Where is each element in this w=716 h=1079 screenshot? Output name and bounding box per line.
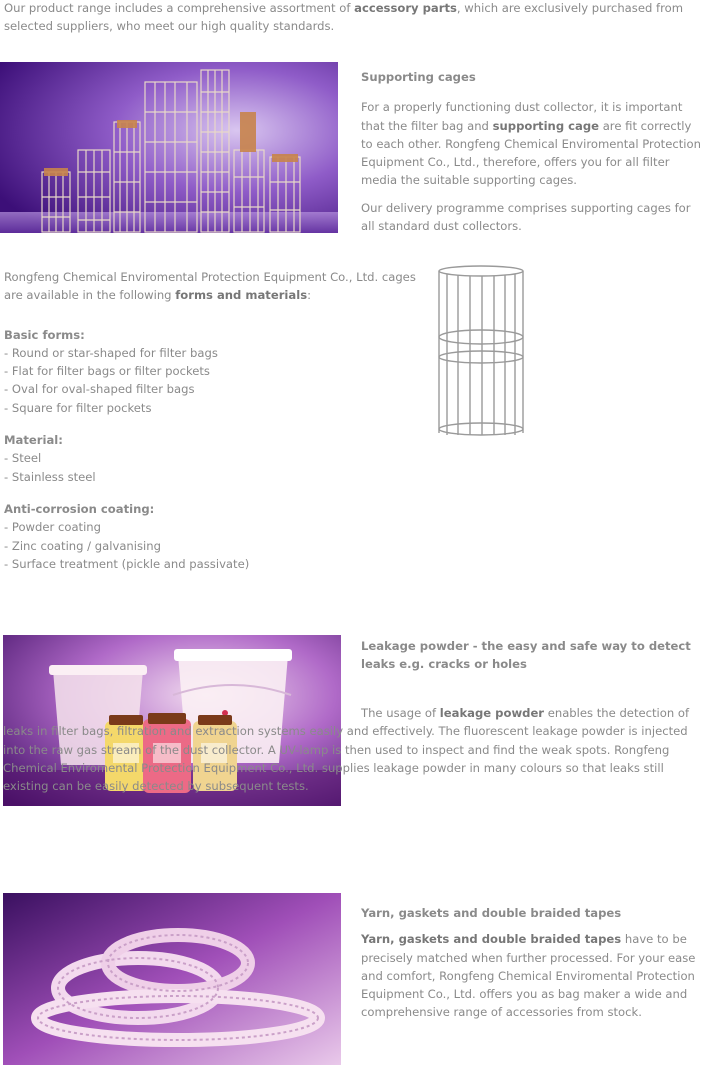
leakage-powder-paragraph <box>3 704 707 795</box>
supporting-cages-heading: Supporting cages <box>361 70 476 84</box>
forms-intro-bold: forms and materials <box>175 288 308 303</box>
material-list <box>4 449 422 486</box>
cages-text: For a properly functioning dust collector, it is important that the filter bag and <box>361 100 683 133</box>
forms-materials-section <box>4 268 422 573</box>
cages-text-end: are fit correctly to each other. Rongfeng Chemical Enviromental Protection Equipment Co., Ltd., therefore, offers you for all filter media the suitable supporting cages. <box>361 118 701 188</box>
yarn-gaskets-paragraph <box>361 930 706 1021</box>
list-item: - Flat for filter bags or filter pockets <box>4 362 422 380</box>
list-item: - Powder coating <box>4 518 422 536</box>
leakage-bold-full: leakage powder <box>439 706 545 720</box>
list-item: - Surface treatment (pickle and passivate) <box>4 555 422 573</box>
leakage-powder-heading-block <box>361 637 709 674</box>
list-item: - Round or star-shaped for filter bags <box>4 344 422 362</box>
cages-bold: supporting cage <box>492 118 600 133</box>
supporting-cages-paragraph-2: Our delivery programme comprises supporting cages for all standard dust collectors. <box>361 200 691 234</box>
leakage-powder-heading: Leakage powder - the easy and safe way to detect leaks e.g. cracks or holes <box>361 639 691 672</box>
supporting-cages-photo <box>0 62 338 233</box>
list-item: - Oval for oval-shaped filter bags <box>4 380 422 398</box>
yarn-gaskets-heading: Yarn, gaskets and double braided tapes <box>361 906 622 920</box>
forms-intro-colon: : <box>307 288 311 303</box>
intro-text-end: , which are exclusively purchased from selected suppliers, who meet our high quality standards. <box>4 1 683 34</box>
supporting-cages-paragraph-1 <box>361 98 706 189</box>
list-item: - Steel <box>4 449 422 467</box>
list-item: - Zinc coating / galvanising <box>4 537 422 555</box>
material-title: Material: <box>4 433 63 448</box>
cage-drawing <box>436 265 526 436</box>
forms-intro-text: Rongfeng Chemical Enviromental Protection Equipment Co., Ltd. cages are available in the following <box>4 270 416 303</box>
basic-forms-list <box>4 344 422 417</box>
intro-paragraph <box>4 0 709 36</box>
list-item: - Stainless steel <box>4 468 422 486</box>
intro-text: Our product range includes a comprehensive assortment of <box>4 1 355 15</box>
supporting-cages-section <box>361 68 706 235</box>
yarn-gaskets-photo <box>3 893 341 1065</box>
yarn-bold: Yarn, gaskets and double braided tapes <box>361 932 622 947</box>
leakage-text-end: enables the detection of leaks in filter bags, filtration and extraction systems easily and effectively. The fluorescent leakage powder is injected into the raw gas stream of the dust collector. A UV-lamp is then used to inspect and find the weak spots. Rongfeng Chemical Enviromental Protection Equipment Co., Ltd. supplies leakage powder in many colours so that leaks still existing can be easily detected by subsequent tests. <box>3 706 690 794</box>
yarn-gaskets-section <box>361 904 706 1022</box>
leakage-text-full: The usage of <box>361 706 440 720</box>
basic-forms-title: Basic forms: <box>4 327 85 342</box>
forms-intro <box>4 268 422 305</box>
coating-title: Anti-corrosion coating: <box>4 501 155 516</box>
list-item: - Square for filter pockets <box>4 399 422 417</box>
coating-list <box>4 518 422 573</box>
intro-bold: accessory parts <box>354 1 457 15</box>
yarn-text: have to be precisely matched when further processed. For your ease and comfort, Rongfeng Chemical Enviromental Protection Equipment Co., Ltd. offers you as bag maker a wide and comprehensive range of accessories from stock. <box>361 932 696 1020</box>
